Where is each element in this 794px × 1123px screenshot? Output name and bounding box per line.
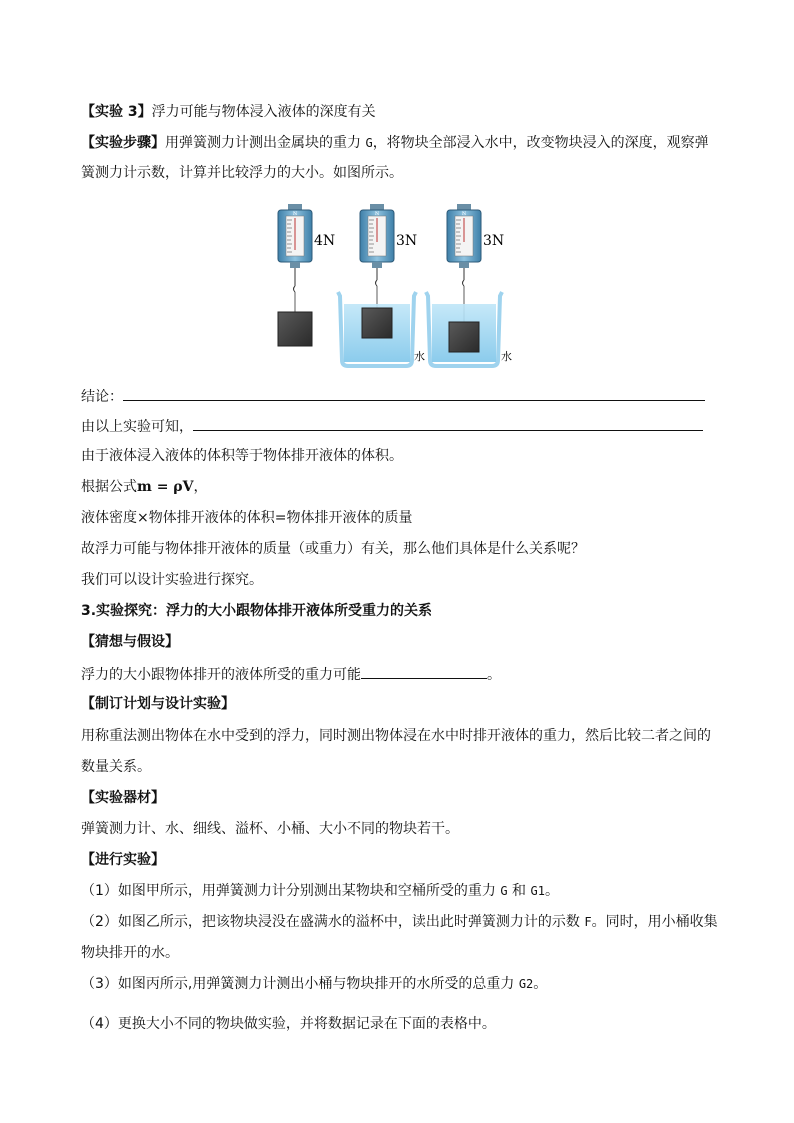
known-label: 由以上实验可知， xyxy=(81,419,193,435)
formula-suffix: ， xyxy=(193,479,208,495)
step1-text: （1）如图甲所示，用弹簧测力计分别测出某物块和空桶所受的重力 xyxy=(81,883,501,899)
body-line-1: 由于液体浸入液体的体积等于物体排开液体的体积。 xyxy=(81,448,403,464)
exp3-steps-line2 xyxy=(81,164,403,182)
step1-end: 。 xyxy=(544,883,559,899)
water-label-1: 水 xyxy=(414,350,425,363)
step-1 xyxy=(81,882,559,900)
steps-text-line2: 簧测力计示数，计算并比较浮力的大小。如图所示。 xyxy=(81,165,403,181)
equip-label: 【实验器材】 xyxy=(81,790,165,806)
step-2-line1 xyxy=(81,913,718,931)
conclusion-label: 结论： xyxy=(81,389,123,405)
guess-end: 。 xyxy=(487,667,501,683)
spring-scale-figure xyxy=(270,200,530,370)
step1-mid: 和 xyxy=(507,883,531,899)
formula-prefix: 根据公式 xyxy=(81,479,137,495)
symbol-G: G xyxy=(365,136,373,150)
spring-scale-1 xyxy=(278,204,335,346)
guess-line xyxy=(81,664,501,684)
reading-3: 3N xyxy=(483,233,505,249)
plan-line-2: 数量关系。 xyxy=(81,759,151,775)
conclusion-blank[interactable] xyxy=(123,386,705,401)
plan-label: 【制订计划与设计实验】 xyxy=(81,696,235,712)
symbol-F: F xyxy=(584,915,592,929)
step-2-line2: 物块排开的水。 xyxy=(81,945,179,961)
body-line-5: 我们可以设计实验进行探究。 xyxy=(81,572,263,588)
step-3 xyxy=(81,975,547,993)
equip-text: 弹簧测力计、水、细线、溢杯、小桶、大小不同的物块若干。 xyxy=(81,821,459,837)
scale-1-hook-top xyxy=(288,204,302,210)
block-1 xyxy=(278,312,312,346)
step2-text-b: 。同时，用小桶收集 xyxy=(591,914,718,930)
do-label: 【进行实验】 xyxy=(81,852,165,868)
steps-label: 【实验步骤】 xyxy=(81,135,165,151)
scale-1-unit: N xyxy=(292,211,298,217)
exp3-title xyxy=(81,103,376,121)
symbol-G2: G2 xyxy=(518,977,534,991)
plan-line-1: 用称重法测出物体在水中受到的浮力，同时测出物体浸在水中时排开液体的重力，然后比较二者之间的 xyxy=(81,728,711,744)
step3-end: 。 xyxy=(533,976,548,992)
conclusion-line xyxy=(81,386,705,406)
scale-2-unit: N xyxy=(374,211,380,217)
symbol-G-step1: G xyxy=(500,884,508,898)
scale-1-bottom xyxy=(290,262,300,268)
exp3-label: 【实验 3】 xyxy=(81,104,152,120)
block-3 xyxy=(449,322,479,352)
body-line-4: 故浮力可能与物体排开液体的质量（或重力）有关，那么他们具体是什么关系呢？ xyxy=(81,541,585,557)
guess-label: 【猜想与假设】 xyxy=(81,634,179,650)
scale-3-unit: N xyxy=(461,211,467,217)
guess-text: 浮力的大小跟物体排开的液体所受的重力可能 xyxy=(81,667,361,683)
spring-scale-2 xyxy=(338,204,425,366)
body-line-2 xyxy=(81,478,207,496)
steps-text-a: 用弹簧测力计测出金属块的重力 xyxy=(165,135,366,151)
section3-heading: 3.实验探究：浮力的大小跟物体排开液体所受重力的关系 xyxy=(81,603,433,619)
exp3-steps-line1 xyxy=(81,134,709,152)
symbol-G1: G1 xyxy=(530,884,545,898)
reading-2: 3N xyxy=(396,233,418,249)
known-line xyxy=(81,416,703,436)
reading-1: 4N xyxy=(314,233,336,249)
spring-scale-3 xyxy=(426,204,512,366)
step2-text-a: （2）如图乙所示，把该物块浸没在盛满水的溢杯中，读出此时弹簧测力计的示数 xyxy=(81,914,585,930)
density-formula: m = ρV xyxy=(137,479,194,495)
body-line-3: 液体密度×物体排开液体的体积=物体排开液体的质量 xyxy=(81,510,413,526)
steps-text-b: ，将物块全部浸入水中，改变物块浸入的深度，观察弹 xyxy=(372,135,709,151)
known-blank[interactable] xyxy=(193,416,703,431)
block-2 xyxy=(362,308,392,338)
exp3-title-text: 浮力可能与物体浸入液体的深度有关 xyxy=(151,104,376,120)
step-4: （4）更换大小不同的物块做实验，并将数据记录在下面的表格中。 xyxy=(81,1016,496,1032)
guess-blank[interactable] xyxy=(361,664,487,679)
water-label-2: 水 xyxy=(501,350,512,363)
step3-text: （3）如图丙所示,用弹簧测力计测出小桶与物块排开的水所受的总重力 xyxy=(81,976,519,992)
